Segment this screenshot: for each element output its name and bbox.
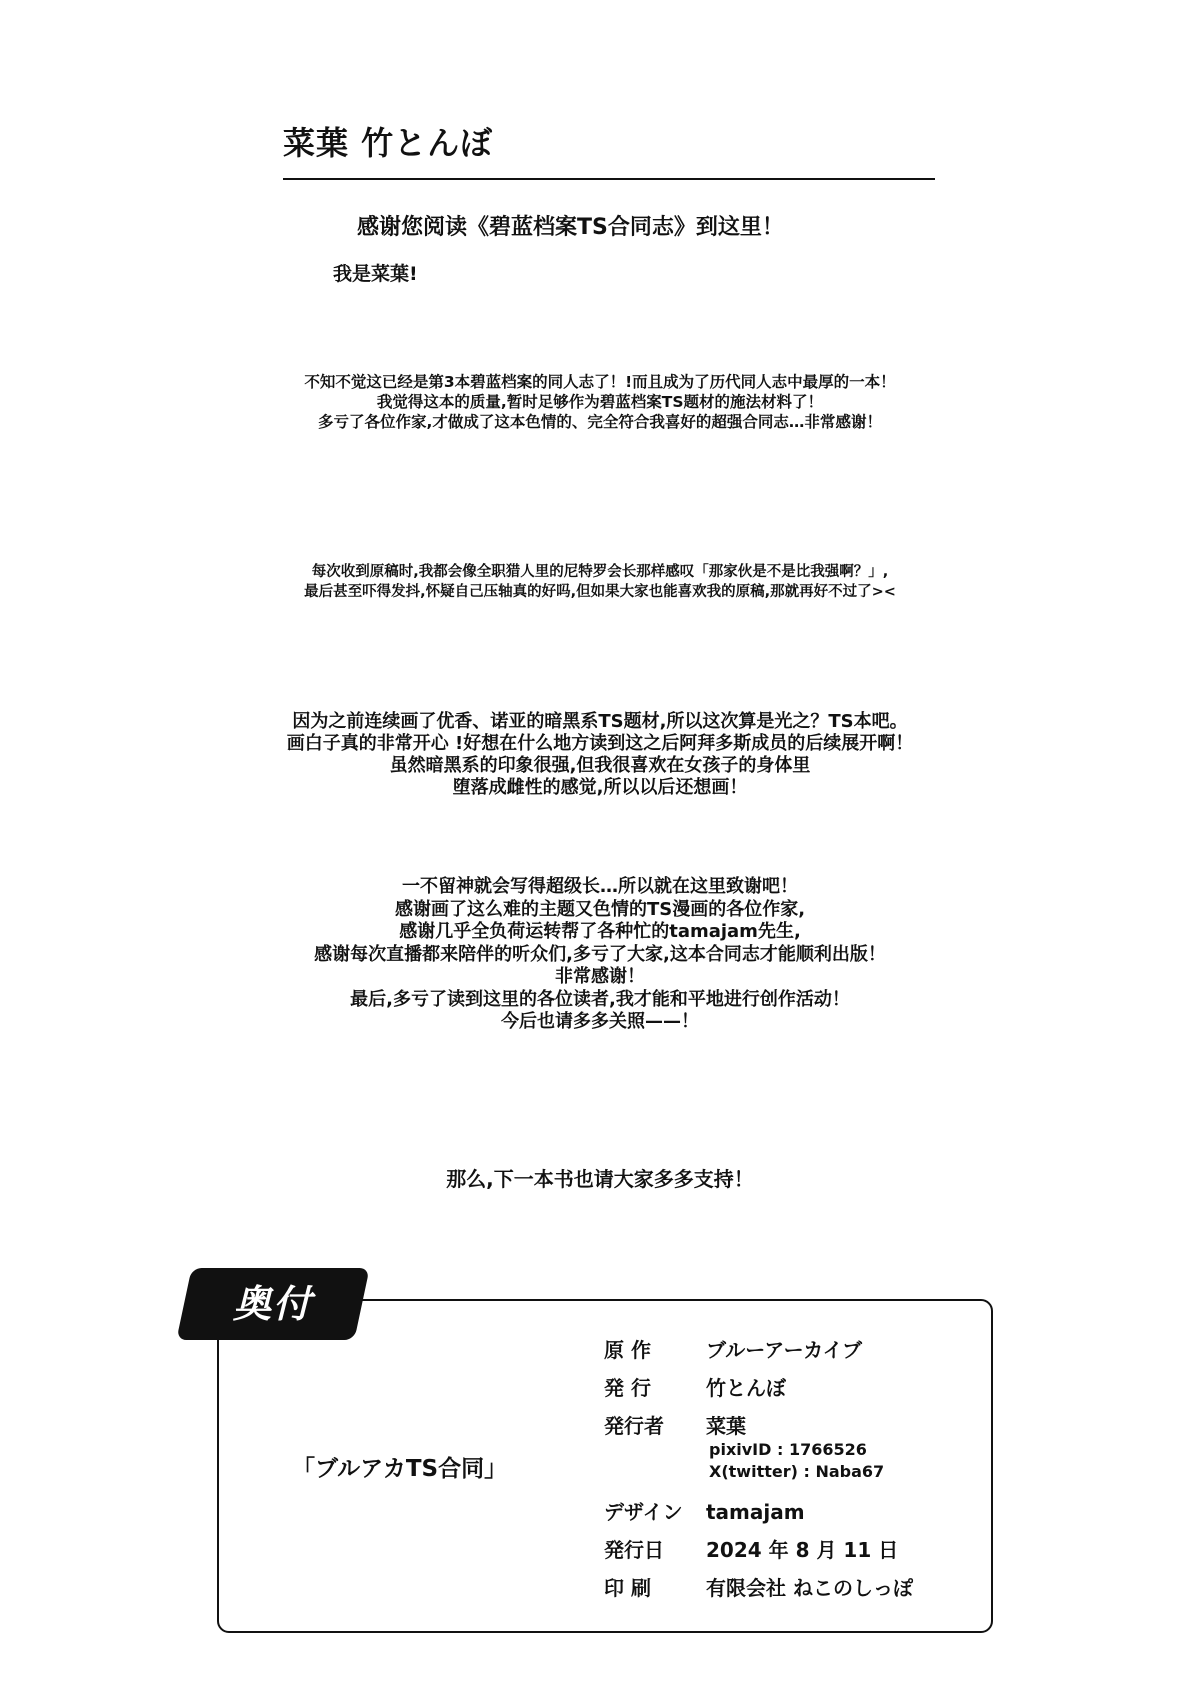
- colophon-row-printing: [604, 1572, 913, 1601]
- row-value: 竹とんぼ: [706, 1376, 786, 1400]
- row-label: 原 作: [604, 1338, 651, 1362]
- paragraph-line: 非常感谢！: [555, 966, 645, 987]
- row-value: 菜葉: [706, 1414, 746, 1438]
- paragraph-line: 每次收到原稿时,我都会像全职猎人里的尼特罗会长那样感叹「那家伙是不是比我强啊？」,: [311, 564, 889, 580]
- row-label: 発行日: [604, 1538, 664, 1562]
- afterword-closing: 那么,下一本书也请大家多多支持！: [446, 1167, 754, 1191]
- afterword-thanks-title: 感谢您阅读《碧蓝档案TS合同志》到这里！: [357, 215, 784, 240]
- row-value: 有限会社 ねこのしっぽ: [706, 1576, 913, 1600]
- colophon-row-publisher: [604, 1410, 746, 1439]
- paragraph-line: 虽然暗黑系的印象很强,但我很喜欢在女孩子的身体里: [389, 755, 811, 776]
- publisher-pixiv-id: pixivID : 1766526: [709, 1440, 867, 1459]
- paragraph-line: 不知不觉这已经是第3本碧蓝档案的同人志了！!而且成为了历代同人志中最厚的一本！: [304, 373, 896, 391]
- colophon-row-design: [604, 1496, 805, 1525]
- author-title: 菜葉 竹とんぼ: [283, 124, 494, 162]
- row-value: tamajam: [706, 1500, 805, 1524]
- row-label: 発 行: [604, 1376, 651, 1400]
- paragraph-line: 今后也请多多关照——！: [501, 1011, 699, 1032]
- paragraph-line: 一不留神就会写得超级长…所以就在这里致谢吧！: [402, 876, 798, 897]
- row-value: ブルーアーカイブ: [706, 1338, 862, 1362]
- colophon-row-publisher-circle: [604, 1372, 786, 1401]
- row-label: 印 刷: [604, 1576, 651, 1600]
- afterword-paragraph-4: [0, 876, 1200, 1034]
- paragraph-line: 多亏了各位作家,才做成了这本色情的、完全符合我喜好的超强合同志…非常感谢！: [318, 413, 882, 431]
- paragraph-line: 感谢画了这么难的主题又色情的TS漫画的各位作家,: [394, 898, 806, 920]
- row-label: 発行者: [604, 1414, 664, 1438]
- paragraph-line: 最后,多亏了读到这里的各位读者,我才能和平地进行创作活动！: [350, 988, 850, 1010]
- row-value: 2024 年 8 月 11 日: [706, 1538, 899, 1562]
- paragraph-line: 我觉得这本的质量,暂时足够作为碧蓝档案TS题材的施法材料了！: [376, 393, 824, 411]
- paragraph-line: 最后甚至吓得发抖,怀疑自己压轴真的好吗,但如果大家也能喜欢我的原稿,那就再好不过了><: [304, 584, 896, 600]
- colophon-book-title: 「ブルアカTS合同」: [292, 1456, 508, 1482]
- colophon-heading: 奥付: [232, 1282, 313, 1326]
- afterword-greeting: 我是菜葉!: [333, 263, 418, 285]
- afterword-paragraph-3: [0, 711, 1200, 799]
- header-divider: [283, 178, 935, 180]
- paragraph-line: 感谢每次直播都来陪伴的听众们,多亏了大家,这本合同志才能顺利出版！: [314, 943, 886, 965]
- publisher-twitter-id: X(twitter) : Naba67: [709, 1462, 885, 1481]
- colophon-row-release-date: [604, 1534, 898, 1563]
- row-label: デザイン: [604, 1500, 683, 1524]
- paragraph-line: 因为之前连续画了优香、诺亚的暗黑系TS题材,所以这次算是光之？TS本吧。: [292, 711, 908, 732]
- afterword-paragraph-1: [0, 372, 1200, 432]
- colophon-row-original-work: [604, 1334, 862, 1363]
- paragraph-line: 画白子真的非常开心 !好想在什么地方读到这之后阿拜多斯成员的后续展开啊！: [286, 733, 914, 754]
- paragraph-line: 感谢几乎全负荷运转帮了各种忙的tamajam先生,: [399, 921, 801, 942]
- paragraph-line: 堕落成雌性的感觉,所以以后还想画！: [452, 777, 748, 798]
- afterword-paragraph-2: [0, 562, 1200, 602]
